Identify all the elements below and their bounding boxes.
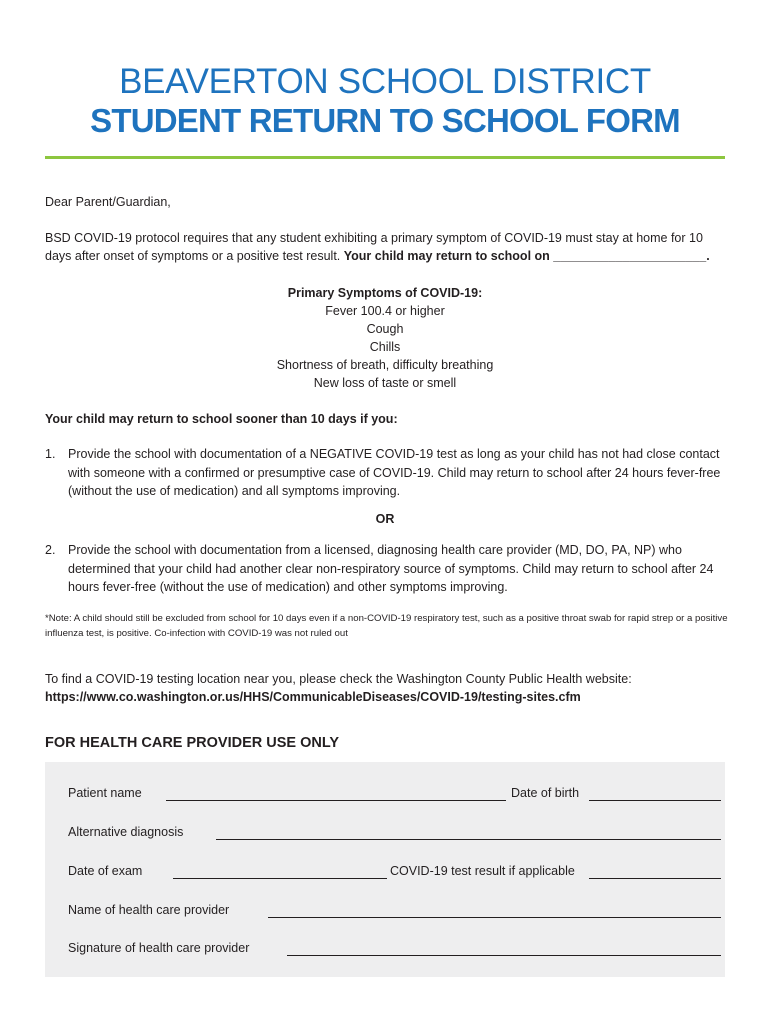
return-date-statement: Your child may return to school on ______________________.: [343, 249, 710, 263]
date-of-birth-label: Date of birth: [511, 786, 580, 800]
provider-name-label: Name of health care provider: [68, 903, 230, 917]
provider-row-diagnosis: [23, 825, 653, 845]
condition-text: Provide the school with documentation from a licensed, diagnosing health care provider (MD, DO, PA, NP) who determined that your child had another clear non-respiratory source of symptoms. Child may return to school after 24 hours fever-free (without the use of medication) and other symptoms improving.: [68, 543, 714, 594]
patient-name-field[interactable]: [166, 800, 506, 801]
provider-name-field[interactable]: [268, 917, 721, 918]
testing-text: To find a COVID-19 testing location near you, please check the Washington County Public Health website:: [45, 672, 632, 686]
covid-result-field[interactable]: [589, 878, 721, 879]
condition-number: 2.: [45, 543, 56, 557]
provider-row-signature: [23, 941, 653, 961]
symptom-item: Shortness of breath, difficulty breathing: [276, 358, 494, 372]
provider-row-exam: [23, 864, 653, 884]
symptoms-list: [0, 302, 770, 392]
provider-signature-label: Signature of health care provider: [68, 941, 250, 955]
return-sooner-heading: Your child may return to school sooner than 10 days if you:: [45, 412, 398, 426]
covid-result-label: COVID-19 test result if applicable: [390, 864, 575, 878]
symptom-item: Cough: [366, 322, 404, 336]
condition-text: Provide the school with documentation of a NEGATIVE COVID-19 test as long as your child has not had close contact with someone with a confirmed or presumptive case of COVID-19. Child may return to school after 24 hours fever-free (without the use of medication) and all symptoms improving.: [68, 447, 721, 498]
symptoms-heading: Primary Symptoms of COVID-19:: [287, 286, 483, 300]
symptom-item: Fever 100.4 or higher: [325, 304, 445, 318]
intro-text: BSD COVID-19 protocol requires that any student exhibiting a primary symptom of COVID-19 must stay at home for 10 days after onset of symptoms or a positive test result.: [45, 231, 703, 263]
alternative-diagnosis-label: Alternative diagnosis: [68, 825, 184, 839]
date-of-exam-label: Date of exam: [68, 864, 143, 878]
symptoms-block: [0, 284, 770, 392]
testing-info: [45, 670, 725, 706]
or-separator: OR: [375, 512, 395, 526]
condition-number: 1.: [45, 447, 56, 461]
provider-row-patient: [23, 786, 653, 806]
intro-paragraph: [45, 229, 725, 265]
date-of-birth-field[interactable]: [589, 800, 721, 801]
greeting: Dear Parent/Guardian,: [45, 195, 171, 209]
date-of-exam-field[interactable]: [173, 878, 387, 879]
provider-signature-field[interactable]: [287, 955, 721, 956]
patient-name-label: Patient name: [68, 786, 142, 800]
provider-row-name: [23, 903, 653, 923]
footnote: *Note: A child should still be excluded from school for 10 days even if a non-COVID-19 respiratory test, such as a positive throat swab for rapid strep or a positive influenza test, is positive. Co-infection with COVID-19 was not ruled out: [45, 613, 728, 639]
form-title: STUDENT RETURN TO SCHOOL FORM: [90, 102, 680, 139]
alternative-diagnosis-field[interactable]: [216, 839, 721, 840]
testing-url-link[interactable]: https://www.co.washington.or.us/HHS/CommunicableDiseases/COVID-19/testing-sites.cfm: [45, 690, 581, 704]
symptom-item: Chills: [369, 340, 401, 354]
provider-section-heading: FOR HEALTH CARE PROVIDER USE ONLY: [45, 735, 340, 751]
symptom-item: New loss of taste or smell: [313, 376, 457, 390]
title-divider: [45, 156, 725, 159]
district-name: BEAVERTON SCHOOL DISTRICT: [119, 62, 651, 101]
